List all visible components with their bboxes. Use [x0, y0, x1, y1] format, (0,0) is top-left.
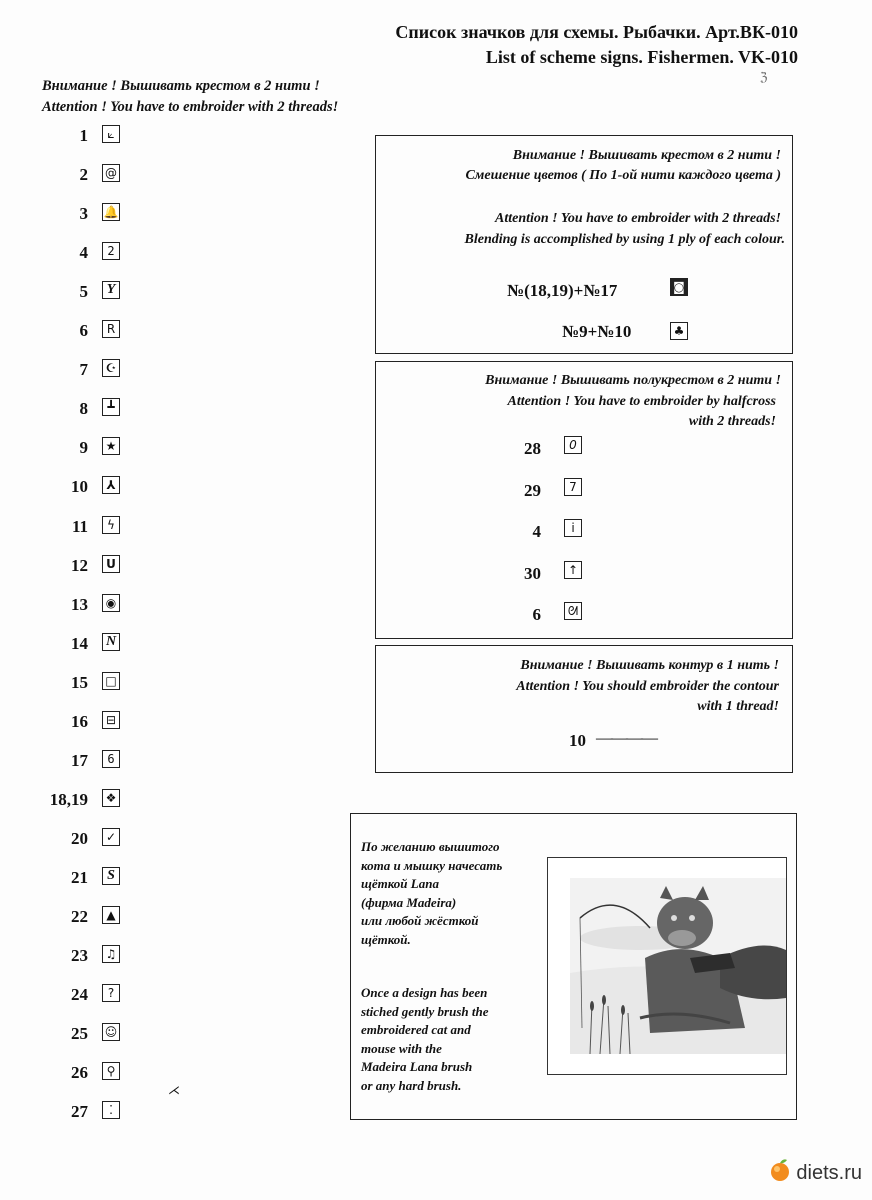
legend-row: [38, 202, 128, 226]
legend-number: 3: [79, 204, 88, 224]
legend-number: 15: [71, 672, 88, 692]
smiley-icon: ☺: [102, 1023, 120, 1041]
legend-number: 14: [71, 633, 88, 653]
legend-number: 1: [79, 126, 88, 145]
inverted-t-icon: ┻: [102, 398, 120, 416]
crescent-star-icon: ☪: [102, 359, 120, 377]
legend-number: 17: [71, 750, 88, 770]
legend-row: [38, 866, 128, 890]
letter-y-icon: Y: [102, 281, 120, 299]
triangle-icon: ▲: [102, 906, 120, 924]
apple-logo-icon: [769, 1158, 791, 1188]
filled-circle-square-icon: ◙: [670, 278, 688, 296]
blend-label-2: №9+№10: [562, 322, 632, 341]
halfcross-number: 29: [524, 480, 541, 500]
warning-english: Attention ! You have to embroider with 2 threads!: [42, 99, 339, 115]
legend-row: [38, 983, 128, 1007]
legend-row: [38, 475, 128, 499]
warning-russian: Внимание ! Вышивать крестом в 2 нити !: [42, 78, 320, 94]
cat-fisherman-photo: [547, 857, 787, 1075]
legend-row: [38, 710, 128, 734]
legend-row: [38, 944, 128, 968]
blend-box: [375, 135, 793, 354]
four-diamond-icon: ❖: [102, 789, 120, 807]
inner-square-icon: □: [102, 672, 120, 690]
legend-row: [38, 1061, 128, 1085]
watermark: [769, 1158, 862, 1188]
eye-icon: ◉: [102, 594, 120, 612]
halfcross-number: 30: [524, 563, 541, 583]
contour-line-icon: ————: [596, 728, 656, 747]
legend-row: [38, 163, 128, 187]
h-bar-icon: ⊟: [102, 711, 120, 729]
legend-row: [38, 436, 128, 460]
cat-fisherman-image: [570, 878, 786, 1054]
blend-mixing-english: Blending is accomplished by using 1 ply of each colour.: [464, 232, 785, 247]
legend-number: 21: [71, 867, 88, 887]
legend-number: 20: [71, 828, 88, 848]
outlined-six-icon: 6: [102, 750, 120, 768]
watermark-text: diets.ru: [796, 1161, 862, 1184]
star-icon: ★: [102, 437, 120, 455]
letter-s-icon: S: [102, 867, 120, 885]
legend-row: [38, 632, 128, 656]
legend-row: [38, 1100, 128, 1124]
legend-number: 9: [79, 438, 88, 458]
legend-row: [38, 593, 128, 617]
angle-lines-icon: ⟀: [102, 125, 120, 143]
legend-number: 12: [71, 555, 88, 575]
legend-row: [38, 554, 128, 578]
legend-number: 6: [79, 321, 88, 341]
music-note-icon: ♫: [102, 945, 120, 963]
cat-fisherman-illustration: [570, 878, 786, 1054]
bell-icon: 🔔: [103, 205, 119, 220]
two-dots-icon: ⁚: [102, 1101, 120, 1119]
legend-number: 22: [71, 907, 88, 926]
legend-number: 8: [79, 399, 88, 419]
legend-number: 11: [71, 516, 88, 536]
legend-row: [38, 358, 128, 382]
legend-number: 16: [71, 711, 88, 731]
legend-row: [38, 280, 128, 304]
contour-number: 10: [569, 731, 586, 750]
question-icon: ?: [102, 984, 120, 1002]
letter-r-icon: R: [102, 320, 120, 338]
legend-row: [38, 905, 128, 929]
legend-row: [38, 788, 128, 812]
legend-row: [38, 124, 128, 148]
legend-number: 7: [79, 360, 88, 380]
halfcross-warning-english: Attention ! You have to embroider by halfcross: [507, 394, 776, 409]
legend-number: 2: [79, 165, 88, 185]
checkmark-icon: ✓: [102, 828, 120, 846]
legend-row: [38, 515, 128, 539]
legend-number: 10: [71, 477, 88, 497]
legend-number: 13: [71, 594, 88, 614]
pin-icon: ⚲: [102, 1062, 120, 1080]
legend-row: [38, 319, 128, 343]
contour-warning-english: Attention ! You should embroider the contour: [516, 679, 779, 694]
legend-number: 27: [71, 1102, 88, 1122]
legend-number: 23: [71, 946, 88, 966]
legend-row: [38, 671, 128, 695]
outlined-seven-icon: 7: [564, 478, 582, 496]
legend-number: 5: [79, 282, 88, 302]
legend-number: 18,19: [49, 789, 88, 809]
blend-mixing-russian: Смешение цветов ( По 1-ой нити каждого цвета ): [465, 168, 781, 183]
legend-number: 4: [79, 243, 88, 263]
legend-row: [38, 827, 128, 851]
halfcross-warning-russian: Внимание ! Вышивать полукрестом в 2 нити !: [485, 373, 781, 388]
stray-mark: ⋌: [168, 1083, 180, 1097]
contour-warning-english-2: with 1 thread!: [697, 699, 779, 714]
contour-warning-russian: Внимание ! Вышивать контур в 1 нить !: [520, 658, 779, 673]
halfcross-number: 4: [532, 522, 541, 541]
letter-n-icon: N: [102, 633, 120, 651]
club-icon: ♣: [670, 322, 688, 340]
letter-i-icon: i: [564, 519, 582, 537]
title-russian: Список значков для схемы. Рыбачки. Арт.ВК-010: [395, 22, 798, 42]
up-arrow-icon: ↑: [564, 561, 582, 579]
legend-row: [38, 397, 128, 421]
title-english: List of scheme signs. Fishermen. VK-010: [485, 47, 798, 67]
halfcross-warning-english-2: with 2 threads!: [688, 414, 776, 429]
wave-icon: ᘛ: [564, 602, 582, 620]
letter-u-icon: U: [102, 555, 120, 573]
legend-number: 25: [71, 1024, 88, 1044]
legend-row: [38, 749, 128, 773]
legend-number: 24: [71, 985, 88, 1005]
pencil-mark: ℨ: [760, 70, 768, 84]
legend-row: [38, 1022, 128, 1046]
legend-number: 26: [71, 1063, 88, 1083]
at-sign-icon: @: [102, 164, 120, 182]
slanted-zero-icon: 0: [564, 436, 582, 454]
blend-warning-english: Attention ! You have to embroider with 2 threads!: [494, 211, 781, 226]
blend-label-1: №(18,19)+№17: [507, 281, 618, 300]
halfcross-number: 28: [524, 439, 541, 458]
halfcross-box: [375, 361, 793, 639]
legend-row: [38, 241, 128, 265]
note-english: Once a design has been stiched gently brush the embroidered cat and mouse with the Madeira Lana brush or any hard brush.: [361, 985, 489, 1093]
tripod-icon: ⅄: [102, 476, 120, 494]
outlined-two-icon: 2: [102, 242, 120, 260]
note-russian: По желанию вышитого кота и мышку начесать щёткой Lana (фирма Madeira) или любой жёсткой щёткой.: [361, 839, 503, 947]
blend-warning-russian: Внимание ! Вышивать крестом в 2 нити !: [512, 148, 781, 163]
halfcross-number: 6: [532, 605, 541, 624]
contour-box: [375, 645, 793, 773]
lightning-icon: ϟ: [102, 516, 120, 534]
